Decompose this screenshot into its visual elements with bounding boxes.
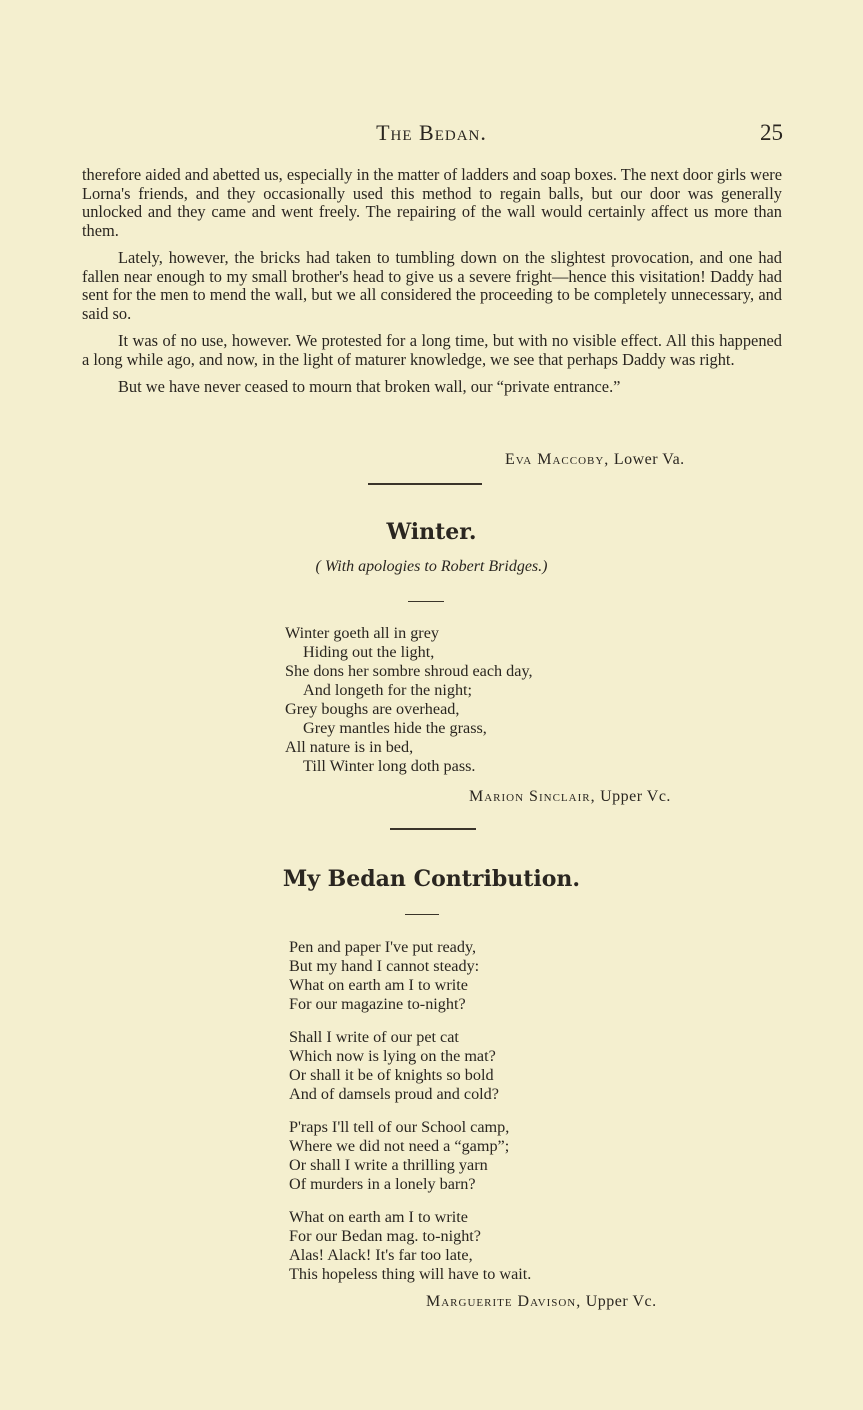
section-divider xyxy=(368,483,482,485)
story-signature xyxy=(505,451,685,469)
paragraph: therefore aided and abetted us, especially in the matter of ladders and soap boxes. The next door girls were Lorna's friends, and they occasionally used this method to regain balls, but our door was generally unlocked and they came and went freely. The repairing of the wall would certainly affect us more than them. xyxy=(82,165,782,240)
stanza xyxy=(289,1118,531,1194)
signature-form: Lower Va. xyxy=(613,451,685,468)
running-head xyxy=(0,120,863,150)
paragraph: It was of no use, however. We protested for a long time, but with no visible effect. All this happened a long while ago, and now, in the light of maturer knowledge, we see that perhaps Daddy was right. xyxy=(82,331,782,369)
poem-subtitle: ( With apologies to Robert Bridges.) xyxy=(315,558,548,575)
signature-form: Upper Vc. xyxy=(585,1293,657,1310)
poem-line: Till Winter long doth pass. xyxy=(303,757,476,775)
signature-form: Upper Vc. xyxy=(600,788,671,805)
poem-line: And longeth for the night; xyxy=(303,681,473,699)
poem-line: Grey mantles hide the grass, xyxy=(303,719,487,737)
winter-poem xyxy=(285,624,533,776)
stanza xyxy=(289,1208,531,1284)
poem-line: She dons her sombre shroud each day, xyxy=(285,662,533,680)
signature-name: Marion Sinclair, xyxy=(469,788,596,805)
poem-title: Winter. xyxy=(386,519,477,545)
contribution-signature xyxy=(426,1293,657,1311)
poem-line: Which now is lying on the mat? xyxy=(289,1047,496,1065)
poem-line: Or shall it be of knights so bold xyxy=(289,1066,494,1084)
poem-line: Pen and paper I've put ready, xyxy=(289,938,477,956)
poem-line: This hopeless thing will have to wait. xyxy=(289,1265,532,1283)
title-divider xyxy=(408,601,444,602)
poem-line: Or shall I write a thrilling yarn xyxy=(289,1156,488,1174)
poem-line: And of damsels proud and cold? xyxy=(289,1085,499,1103)
poem-line: P'raps I'll tell of our School camp, xyxy=(289,1118,510,1136)
poem-line: Winter goeth all in grey xyxy=(285,624,439,642)
poem-line: All nature is in bed, xyxy=(285,738,414,756)
contribution-poem xyxy=(289,938,531,1298)
poem-line: Of murders in a lonely barn? xyxy=(289,1175,476,1193)
story-continuation xyxy=(82,166,782,406)
poem-line: Grey boughs are overhead, xyxy=(285,700,460,718)
poem-line: But my hand I cannot steady: xyxy=(289,957,480,975)
poem-title: My Bedan Contribution. xyxy=(282,866,581,892)
signature-name: Eva Maccoby, xyxy=(505,451,610,468)
poem-line: What on earth am I to write xyxy=(289,1208,468,1226)
poem-line: Alas! Alack! It's far too late, xyxy=(289,1246,473,1264)
paragraph: But we have never ceased to mourn that broken wall, our “private entrance.” xyxy=(118,377,621,396)
signature-name: Marguerite Davison, xyxy=(426,1293,582,1310)
poem-line: Shall I write of our pet cat xyxy=(289,1028,459,1046)
poem-line: Where we did not need a “gamp”; xyxy=(289,1137,510,1155)
poem-line: What on earth am I to write xyxy=(289,976,468,994)
paragraph: Lately, however, the bricks had taken to tumbling down on the slightest provocation, and one had fallen near enough to my small brother's head to give us a severe fright—hence this visitation! Daddy had sent for the men to mend the wall, but we all considered the proceeding to be completely unnecessary, and said so. xyxy=(82,248,782,323)
stanza xyxy=(289,938,531,1014)
title-divider xyxy=(405,914,439,915)
page-number: 25 xyxy=(760,120,783,145)
poem-line: Hiding out the light, xyxy=(303,643,435,661)
section-divider xyxy=(390,828,476,830)
winter-signature xyxy=(469,788,671,806)
poem-line: For our Bedan mag. to-night? xyxy=(289,1227,481,1245)
running-title: The Bedan. xyxy=(376,120,487,145)
stanza xyxy=(289,1028,531,1104)
poem-line: For our magazine to-night? xyxy=(289,995,466,1013)
